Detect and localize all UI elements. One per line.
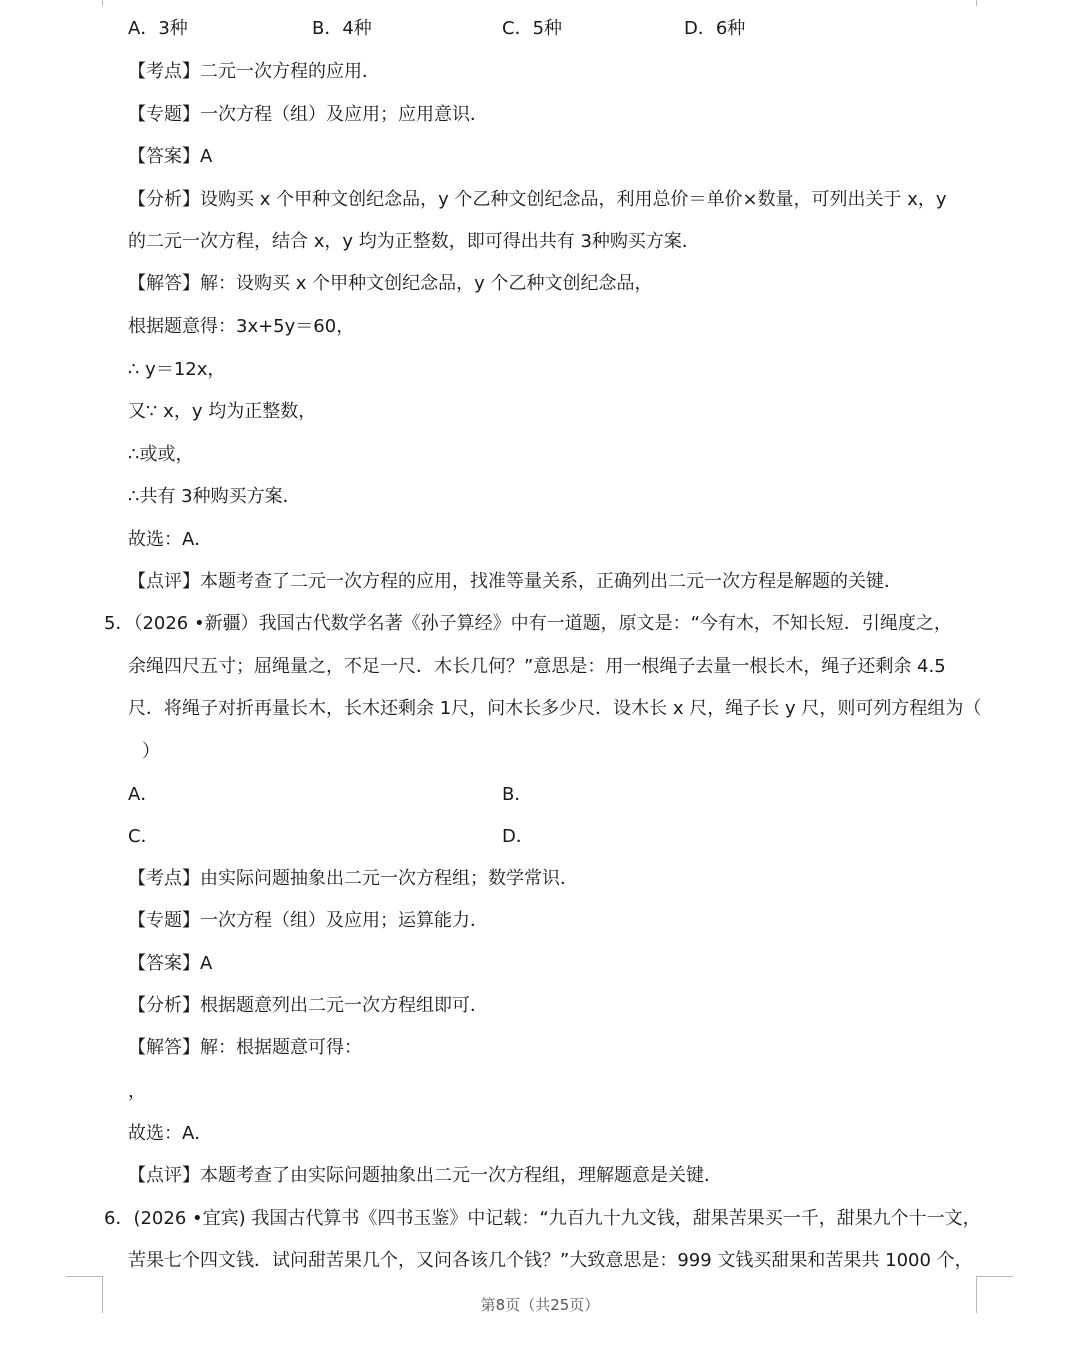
q5-option-a: A． <box>128 784 159 805</box>
q5-kaodian: 【考点】由实际问题抽象出二元一次方程组；数学常识． <box>128 868 578 889</box>
q4-solution-line-2: 根据题意得：3x+5y＝60， <box>128 316 355 337</box>
q4-solution-line-3: ∴ y＝12x， <box>128 359 226 380</box>
q5-answer: 【答案】A <box>128 953 213 974</box>
q4-choice: 故选：A． <box>128 529 213 550</box>
q4-option-b: B．4种 <box>312 18 372 39</box>
q5-choice: 故选：A． <box>128 1123 213 1144</box>
q4-analysis-line-1: 【分析】设购买 x 个甲种文创纪念品，y 个乙种文创纪念品，利用总价＝单价×数量，可列出关于 x，y <box>128 189 947 210</box>
q4-answer: 【答案】A <box>128 146 213 167</box>
crop-mark-top-left <box>66 0 103 6</box>
q5-stem-line-2: 余绳四尺五寸；屈绳量之，不足一尺．木长几何？”意思是：用一根绳子去量一根长木，绳子还剩余 4.5 <box>128 656 946 677</box>
q5-analysis: 【分析】根据题意列出二元一次方程组即可． <box>128 995 488 1016</box>
q5-zhuanti: 【专题】一次方程（组）及应用；运算能力． <box>128 910 488 931</box>
q6-stem-line-2: 苦果七个四文钱．试问甜苦果几个，又问各该几个钱？”大致意思是：999 文钱买甜果和苦果共 1000 个， <box>128 1250 973 1271</box>
q4-option-c: C．5种 <box>502 18 563 39</box>
q5-comment: 【点评】本题考查了由实际问题抽象出二元一次方程组，理解题意是关键． <box>128 1165 722 1186</box>
crop-mark-top-right <box>976 0 1013 6</box>
q6-stem-line-1: 6．(2026 •宜宾) 我国古代算书《四书玉鉴》中记载：“九百九十九文钱，甜果苦果买一千，甜果九个十一文， <box>104 1208 981 1229</box>
q5-solution: 【解答】解：根据题意可得： <box>128 1037 362 1058</box>
q4-solution-line-1: 【解答】解：设购买 x 个甲种文创纪念品，y 个乙种文创纪念品， <box>128 273 653 294</box>
q4-comment: 【点评】本题考查了二元一次方程的应用，找准等量关系，正确列出二元一次方程是解题的关键． <box>128 571 902 592</box>
q5-option-b: B． <box>502 784 533 805</box>
q5-stem-line-3: 尺．将绳子对折再量长木，长木还剩余 1尺，问木长多少尺．设木长 x 尺，绳子长 y 尺，则可列方程组为（ <box>128 698 982 719</box>
q5-stem-line-4: ） <box>142 741 160 762</box>
q4-kaodian: 【考点】二元一次方程的应用． <box>128 61 380 82</box>
q5-option-c: C． <box>128 826 159 847</box>
q4-option-a: A．3种 <box>128 18 188 39</box>
page-footer: 第8页（共25页） <box>480 1296 600 1314</box>
q4-analysis-line-2: 的二元一次方程，结合 x，y 均为正整数，即可得出共有 3种购买方案． <box>128 231 700 252</box>
q5-stem-line-1: 5．（2026 •新疆）我国古代数学名著《孙子算经》中有一道题，原文是：“今有木，不知长短．引绳度之， <box>104 613 952 634</box>
q4-zhuanti: 【专题】一次方程（组）及应用；应用意识． <box>128 104 488 125</box>
q4-solution-line-4: 又∵ x，y 均为正整数， <box>128 401 317 422</box>
q4-solution-line-6: ∴共有 3种购买方案． <box>128 486 301 507</box>
q5-solution-comma: ， <box>128 1081 146 1102</box>
q5-option-d: D． <box>502 826 534 847</box>
q4-solution-line-5: ∴或或， <box>128 444 194 465</box>
q4-option-d: D．6种 <box>684 18 746 39</box>
